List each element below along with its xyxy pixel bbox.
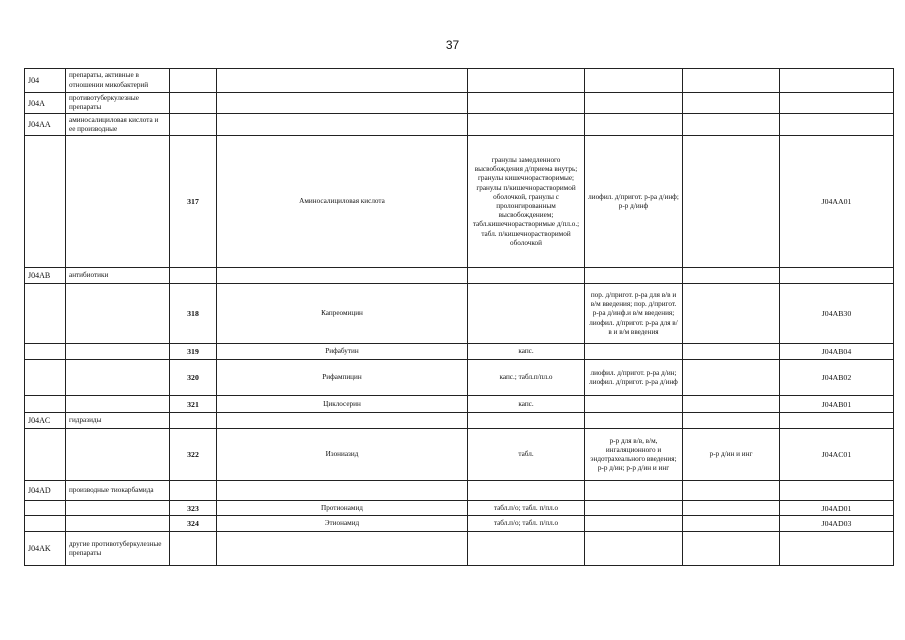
atc-code-cell: J04AC: [25, 413, 66, 429]
injection-form-cell: [585, 69, 683, 93]
oral-form-cell: [468, 69, 585, 93]
atc-full-code-cell: J04AB01: [780, 396, 894, 413]
injection-form-cell: лиофил. д/пригот. р-ра д/ин; лиофил. д/пригот. р-ра д/инф: [585, 360, 683, 396]
inhalation-form-cell: [683, 516, 780, 532]
inhalation-form-cell: [683, 360, 780, 396]
oral-form-cell: табл.п/о; табл. п/пл.о: [468, 501, 585, 516]
drug-name-cell: [217, 413, 468, 429]
atc-group-cell: [66, 136, 170, 268]
drug-name-cell: [217, 69, 468, 93]
oral-form-cell: капс.; табл.п/пл.о: [468, 360, 585, 396]
atc-code-cell: [25, 344, 66, 360]
table-row: [25, 360, 894, 396]
drug-name-cell: [217, 93, 468, 114]
atc-full-code-cell: J04AA01: [780, 136, 894, 268]
drug-name-cell: [217, 114, 468, 136]
drug-name-cell: [217, 532, 468, 566]
oral-form-cell: [468, 114, 585, 136]
atc-code-cell: [25, 501, 66, 516]
atc-group-cell: противотуберкулезные препараты: [66, 93, 170, 114]
atc-full-code-cell: J04AD01: [780, 501, 894, 516]
drug-name-cell: Циклосерин: [217, 396, 468, 413]
item-number-cell: [170, 413, 217, 429]
atc-code-cell: J04AA: [25, 114, 66, 136]
inhalation-form-cell: [683, 481, 780, 501]
drug-name-cell: Аминосалициловая кислота: [217, 136, 468, 268]
item-number-cell: [170, 69, 217, 93]
table-row: [25, 93, 894, 114]
injection-form-cell: [585, 501, 683, 516]
oral-form-cell: [468, 284, 585, 344]
injection-form-cell: [585, 344, 683, 360]
oral-form-cell: [468, 413, 585, 429]
injection-form-cell: [585, 268, 683, 284]
inhalation-form-cell: [683, 114, 780, 136]
injection-form-cell: [585, 532, 683, 566]
oral-form-cell: капс.: [468, 344, 585, 360]
drug-name-cell: Рифабутин: [217, 344, 468, 360]
atc-code-cell: J04A: [25, 93, 66, 114]
injection-form-cell: р-р для в/в, в/м, ингаляционного и эндотрахеального введения; р-р д/ин; р-р д/ин и инг: [585, 429, 683, 481]
inhalation-form-cell: [683, 268, 780, 284]
injection-form-cell: пор. д/пригот. р-ра для в/в и в/м введения; пор. д/пригот. р-ра д/инф.и в/м введения; лиофил. д/пригот. р-ра для в/в и в/м введения: [585, 284, 683, 344]
table-row: [25, 413, 894, 429]
drug-name-cell: Изониазид: [217, 429, 468, 481]
atc-group-cell: другие противотуберкулезные препараты: [66, 532, 170, 566]
drug-name-cell: Этионамид: [217, 516, 468, 532]
oral-form-cell: [468, 481, 585, 501]
oral-form-cell: табл.: [468, 429, 585, 481]
inhalation-form-cell: [683, 501, 780, 516]
drug-name-cell: Капреомицин: [217, 284, 468, 344]
atc-code-cell: J04AK: [25, 532, 66, 566]
inhalation-form-cell: [683, 136, 780, 268]
oral-form-cell: [468, 93, 585, 114]
table-body: [25, 69, 894, 566]
table-row: [25, 516, 894, 532]
oral-form-cell: гранулы замедленного высвобождения д/приема внутрь; гранулы кишечнорастворимые; гранулы п/кишечнорастворимой оболочкой, гранулы с пролонгированным высвобождением; табл.кишечнорастворимые д/пл.о.; табл. п/кишечнорастворимой оболочкой: [468, 136, 585, 268]
inhalation-form-cell: [683, 413, 780, 429]
atc-group-cell: [66, 501, 170, 516]
atc-full-code-cell: [780, 413, 894, 429]
table-row: [25, 284, 894, 344]
table-row: [25, 481, 894, 501]
item-number-cell: [170, 268, 217, 284]
item-number-cell: [170, 93, 217, 114]
inhalation-form-cell: [683, 344, 780, 360]
atc-full-code-cell: J04AD03: [780, 516, 894, 532]
item-number-cell: [170, 114, 217, 136]
oral-form-cell: [468, 532, 585, 566]
atc-full-code-cell: J04AC01: [780, 429, 894, 481]
drug-name-cell: [217, 481, 468, 501]
atc-full-code-cell: [780, 69, 894, 93]
atc-full-code-cell: J04AB04: [780, 344, 894, 360]
atc-group-cell: [66, 344, 170, 360]
atc-group-cell: гидразиды: [66, 413, 170, 429]
atc-code-cell: [25, 429, 66, 481]
atc-full-code-cell: [780, 268, 894, 284]
item-number-cell: [170, 532, 217, 566]
atc-code-cell: [25, 360, 66, 396]
atc-full-code-cell: [780, 532, 894, 566]
atc-group-cell: [66, 396, 170, 413]
atc-code-cell: [25, 284, 66, 344]
injection-form-cell: [585, 516, 683, 532]
inhalation-form-cell: [683, 396, 780, 413]
table-row: [25, 114, 894, 136]
atc-group-cell: [66, 429, 170, 481]
oral-form-cell: [468, 268, 585, 284]
injection-form-cell: [585, 114, 683, 136]
atc-group-cell: [66, 360, 170, 396]
atc-code-cell: [25, 136, 66, 268]
injection-form-cell: [585, 481, 683, 501]
item-number-cell: [170, 481, 217, 501]
inhalation-form-cell: [683, 532, 780, 566]
oral-form-cell: капс.: [468, 396, 585, 413]
atc-group-cell: антибиотики: [66, 268, 170, 284]
item-number-cell: 318: [170, 284, 217, 344]
item-number-cell: 320: [170, 360, 217, 396]
inhalation-form-cell: р-р д/ин и инг: [683, 429, 780, 481]
injection-form-cell: лиофил. д/пригот. р-ра д/инф; р-р д/инф: [585, 136, 683, 268]
table-row: [25, 344, 894, 360]
inhalation-form-cell: [683, 284, 780, 344]
item-number-cell: 322: [170, 429, 217, 481]
drug-name-cell: [217, 268, 468, 284]
drug-name-cell: Протионамид: [217, 501, 468, 516]
item-number-cell: 324: [170, 516, 217, 532]
atc-code-cell: J04AD: [25, 481, 66, 501]
table-row: [25, 268, 894, 284]
item-number-cell: 319: [170, 344, 217, 360]
injection-form-cell: [585, 396, 683, 413]
inhalation-form-cell: [683, 69, 780, 93]
item-number-cell: 321: [170, 396, 217, 413]
atc-group-cell: производные тиокарбамида: [66, 481, 170, 501]
inhalation-form-cell: [683, 93, 780, 114]
atc-group-cell: [66, 516, 170, 532]
table-row: [25, 429, 894, 481]
table-row: [25, 69, 894, 93]
atc-full-code-cell: [780, 114, 894, 136]
atc-group-cell: аминосалициловая кислота и ее производные: [66, 114, 170, 136]
atc-group-cell: препараты, активные в отношении микобактерий: [66, 69, 170, 93]
table-row: [25, 396, 894, 413]
item-number-cell: 323: [170, 501, 217, 516]
injection-form-cell: [585, 93, 683, 114]
table-row: [25, 136, 894, 268]
atc-code-cell: [25, 516, 66, 532]
drug-registry-table: [24, 68, 894, 566]
atc-full-code-cell: [780, 481, 894, 501]
drug-name-cell: Рифампицин: [217, 360, 468, 396]
table-row: [25, 532, 894, 566]
injection-form-cell: [585, 413, 683, 429]
atc-full-code-cell: J04AB30: [780, 284, 894, 344]
item-number-cell: 317: [170, 136, 217, 268]
atc-group-cell: [66, 284, 170, 344]
atc-code-cell: J04: [25, 69, 66, 93]
atc-full-code-cell: J04AB02: [780, 360, 894, 396]
atc-code-cell: [25, 396, 66, 413]
atc-code-cell: J04AB: [25, 268, 66, 284]
table-row: [25, 501, 894, 516]
oral-form-cell: табл.п/о; табл. п/пл.о: [468, 516, 585, 532]
atc-full-code-cell: [780, 93, 894, 114]
page-number: 37: [445, 38, 460, 52]
